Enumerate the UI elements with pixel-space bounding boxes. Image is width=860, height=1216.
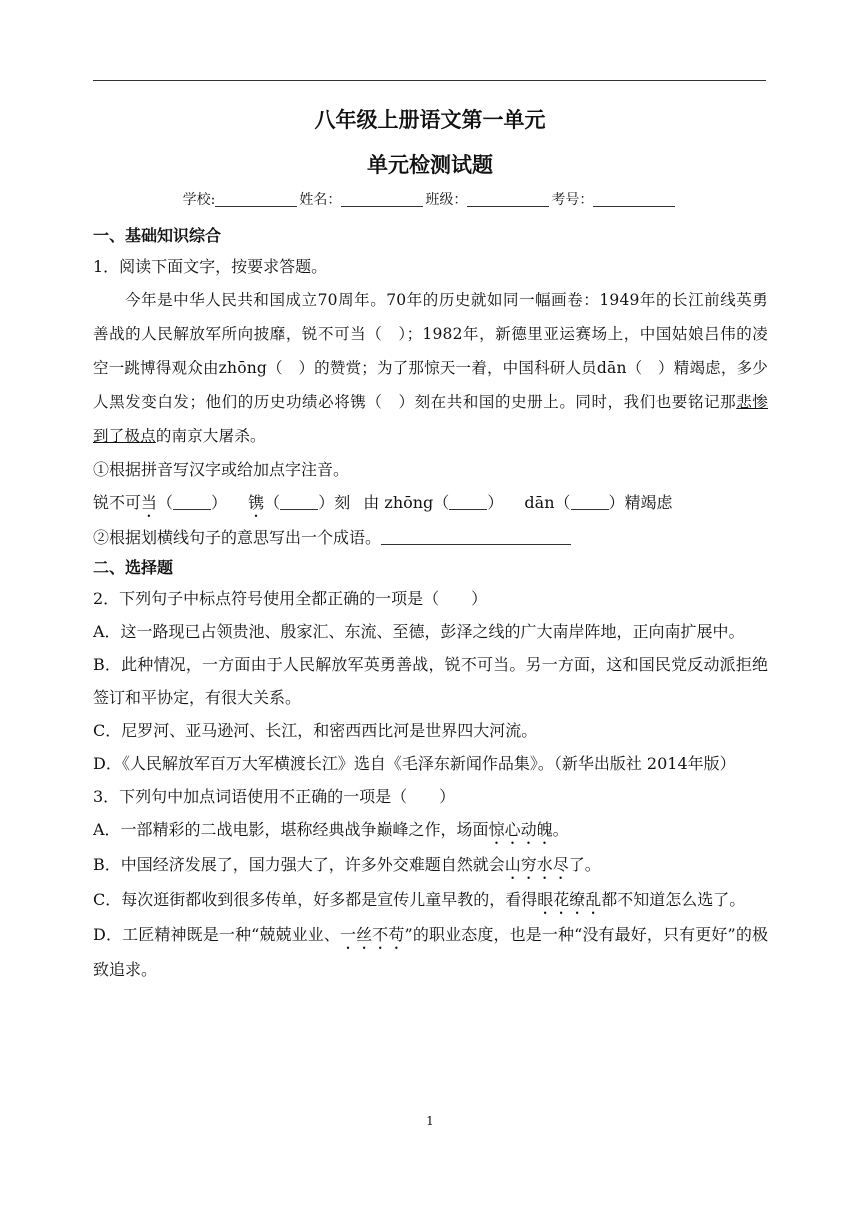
question-1-sub1: ①根据拼音写汉字或给加点字注音。: [93, 460, 350, 479]
option-c-text: C．每次逛街都收到很多传单，好多都是宣传儿童早教的，看得: [93, 890, 538, 909]
question-2-stem: 2．下列句子中标点符号使用全都正确的一项是（ ）: [93, 589, 488, 608]
class-blank[interactable]: [467, 192, 549, 207]
exam-body: [93, 222, 768, 986]
fill-blank-3[interactable]: [449, 494, 487, 510]
page-number: 1: [426, 1114, 434, 1128]
header-rule: [93, 80, 766, 81]
school-label: 学校:: [182, 192, 216, 208]
fill-item-4-text: dān（: [524, 493, 571, 512]
fill-item-2-open: （: [264, 493, 281, 512]
school-blank[interactable]: [215, 192, 297, 207]
option-b-end: 了。: [568, 855, 601, 874]
question-1-stem: 1．阅读下面文字，按要求答题。: [93, 257, 328, 276]
fill-item-2-close: ）刻: [318, 493, 351, 512]
option-d-end: ”的职业态度，也是一种“没有最好，只有更好”的极致追求。: [93, 925, 768, 979]
option-a-end: 。: [552, 820, 569, 839]
fill-blank-4[interactable]: [571, 494, 609, 510]
fill-item-1-close: ）: [211, 493, 228, 512]
fill-item-2-dotted: 镌: [248, 493, 265, 512]
option-c-end: 都不知道怎么选了。: [601, 890, 746, 909]
student-info-row: [0, 189, 860, 209]
section-heading-2: 二、选择题: [93, 558, 174, 577]
fill-item-4-close: ）精竭虑: [608, 493, 673, 512]
question-3-option-a[interactable]: [93, 813, 768, 848]
question-1-sub2: [93, 521, 768, 554]
question-2-option-b[interactable]: B．此种情况，一方面由于人民解放军英勇善战，锐不可当。另一方面，这和国民党反动派拒绝签订和平协定，有很大关系。: [93, 655, 768, 707]
question-3-stem: 3．下列句中加点词语使用不正确的一项是（ ）: [93, 787, 456, 806]
class-label: 班级：: [425, 192, 468, 208]
question-1-sub2-text: ②根据划横线句子的意思写出一个成语。: [93, 528, 382, 547]
question-1-passage: [93, 283, 768, 453]
name-blank[interactable]: [341, 192, 423, 207]
fill-blank-2[interactable]: [280, 494, 318, 510]
fill-item-3-close: ）: [487, 493, 504, 512]
question-3-option-d[interactable]: [93, 918, 768, 986]
fill-blank-1[interactable]: [173, 494, 211, 510]
option-b-text: B．中国经济发展了，国力强大了，许多外交难题自然就会: [93, 855, 505, 874]
question-3-option-b[interactable]: [93, 848, 768, 883]
exam-number-blank[interactable]: [593, 192, 675, 207]
name-label: 姓名：: [299, 192, 342, 208]
option-d-text: D．工匠精神既是一种“兢兢业业、: [93, 925, 341, 944]
question-2-option-d[interactable]: D．《人民解放军百万大军横渡长江》选自《毛泽东新闻作品集》。（新华出版社 2014年版）: [93, 754, 736, 773]
fill-item-1-text: 锐不可: [93, 493, 142, 512]
question-3-option-c[interactable]: [93, 883, 768, 918]
question-1-fill-row: [93, 486, 768, 521]
fill-item-3-text: 由 zhōng（: [363, 493, 450, 512]
option-b-dotted-word: 山穷水尽: [504, 855, 569, 874]
option-d-dotted-word: 一丝不苟: [340, 925, 405, 944]
page-subtitle: 单元检测试题: [367, 153, 493, 177]
section-heading-1: 一、基础知识综合: [93, 226, 222, 245]
fill-item-1-dotted: 当: [141, 493, 158, 512]
page-title: 八年级上册语文第一单元: [314, 108, 546, 132]
passage-text: 今年是中华人民共和国成立70周年。70年的历史就如同一幅画卷：1949年的长江前线英勇善战的人民解放军所向披靡，锐不可当（ ）；1982年，新德里亚运赛场上，中国姑娘吕伟的凌空一跳博得观众由zhōng（ ）的赞赏；为了那惊天一着，中国科研人员dān（ ）精竭虑，多少人黑发变白发；他们的历史功绩必将镌（ ）刻在共和国的史册上。同时，我们也要铭记那: [93, 291, 768, 411]
exam-number-label: 考号：: [551, 192, 594, 208]
option-a-text: A．一部精彩的二战电影，堪称经典战争巅峰之作，场面: [93, 820, 489, 839]
underlined-phrase: 悲惨到了极点: [93, 393, 768, 445]
passage-text-end: 的南京大屠杀。: [155, 427, 266, 445]
fill-item-1-open: （: [157, 493, 174, 512]
option-c-dotted-word: 眼花缭乱: [537, 890, 602, 909]
question-2-option-a[interactable]: A．这一路现已占领贵池、殷家汇、东流、至德，彭泽之线的广大南岸阵地，正向南扩展中。: [93, 622, 745, 641]
idiom-answer-blank[interactable]: [381, 529, 571, 545]
question-2-option-c[interactable]: C．尼罗河、亚马逊河、长江，和密西西比河是世界四大河流。: [93, 721, 538, 740]
option-a-dotted-word: 惊心动魄: [488, 820, 553, 839]
